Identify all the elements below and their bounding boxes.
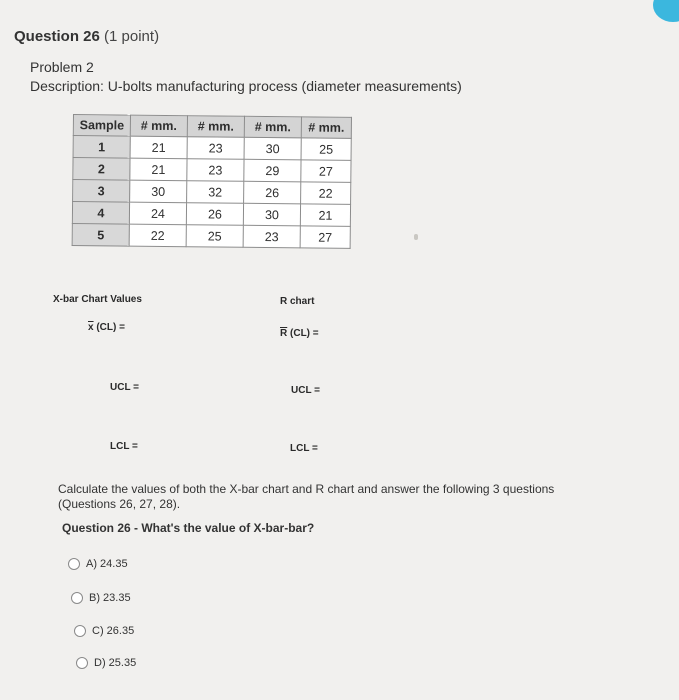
xbar-lcl-label: LCL = — [110, 441, 138, 452]
table-cell: 30 — [244, 137, 301, 160]
r-lcl-label: LCL = — [290, 443, 318, 454]
table-cell: 26 — [186, 203, 243, 226]
option-d[interactable] — [76, 657, 136, 669]
xbar-cl-label — [88, 322, 125, 333]
smudge-mark — [414, 234, 418, 240]
question-prompt: Question 26 - What's the value of X-bar-bar? — [62, 521, 315, 535]
sample-number-cell: 4 — [72, 202, 129, 225]
xbar-chart-title: X-bar Chart Values — [53, 294, 142, 305]
sample-number-cell: 5 — [72, 223, 129, 246]
sample-number-cell: 3 — [73, 180, 130, 203]
question-header — [14, 28, 159, 45]
radio-button[interactable] — [68, 558, 80, 570]
question-points: (1 point) — [104, 28, 160, 45]
table-cell: 21 — [130, 136, 187, 159]
table-cell: 25 — [186, 225, 243, 248]
option-label: B) 23.35 — [89, 592, 131, 604]
xbar-cl-text: (CL) = — [96, 322, 125, 333]
question-title: Question 26 — [14, 28, 100, 45]
accent-circle — [653, 0, 679, 22]
option-label: A) 24.35 — [86, 558, 128, 570]
table-cell: 27 — [300, 226, 350, 249]
table-cell: 30 — [130, 180, 187, 203]
table-header-row — [73, 115, 351, 139]
option-c[interactable] — [74, 625, 134, 637]
table-row — [73, 180, 351, 205]
table-header-cell: Sample — [73, 115, 130, 137]
table-cell: 22 — [129, 224, 186, 247]
table-cell: 30 — [243, 203, 300, 226]
problem-label: Problem 2 — [30, 59, 94, 75]
problem-description: Description: U-bolts manufacturing process (diameter measurements) — [30, 78, 462, 94]
sample-number-cell: 2 — [73, 158, 130, 181]
table-cell: 23 — [243, 225, 300, 248]
table-header-cell: # mm. — [187, 116, 244, 138]
table-row — [73, 136, 351, 161]
table-header-cell: # mm. — [301, 117, 351, 139]
table-header-cell: # mm. — [130, 115, 187, 137]
table-cell: 24 — [129, 202, 186, 225]
table-cell: 25 — [301, 138, 351, 161]
table-cell: 32 — [187, 181, 244, 204]
option-a[interactable] — [68, 558, 128, 570]
table-cell: 26 — [244, 181, 301, 204]
table-row — [72, 223, 350, 248]
table-cell: 22 — [301, 182, 351, 205]
radio-button[interactable] — [74, 625, 86, 637]
r-cl-text: (CL) = — [290, 328, 319, 339]
table-cell: 23 — [187, 137, 244, 160]
r-ucl-label: UCL = — [291, 385, 320, 396]
table-cell: 29 — [244, 159, 301, 182]
option-label: D) 25.35 — [94, 657, 137, 669]
radio-button[interactable] — [76, 657, 88, 669]
rbar-symbol: $\overline{R}$ — [280, 328, 288, 339]
option-label: C) 26.35 — [92, 625, 135, 637]
sample-number-cell: 1 — [73, 136, 130, 159]
instructions-text: Calculate the values of both the X-bar chart and R chart and answer the following 3 questions (Questions 26, 27, 28). — [58, 482, 555, 511]
table-cell: 27 — [301, 160, 351, 183]
xbar-symbol: $\overline{x}$ — [88, 322, 94, 333]
option-b[interactable] — [71, 592, 131, 604]
table-row — [73, 158, 351, 183]
table-row — [72, 202, 350, 227]
table-cell: 23 — [187, 159, 244, 182]
table-cell: 21 — [130, 158, 187, 181]
problem-block — [30, 58, 462, 96]
radio-button[interactable] — [71, 592, 83, 604]
table-cell: 21 — [300, 204, 350, 227]
measurements-table — [72, 114, 352, 249]
table-header-cell: # mm. — [244, 116, 301, 138]
r-cl-label — [280, 328, 319, 339]
r-chart-title: R chart — [280, 296, 315, 307]
xbar-ucl-label: UCL = — [110, 382, 139, 393]
